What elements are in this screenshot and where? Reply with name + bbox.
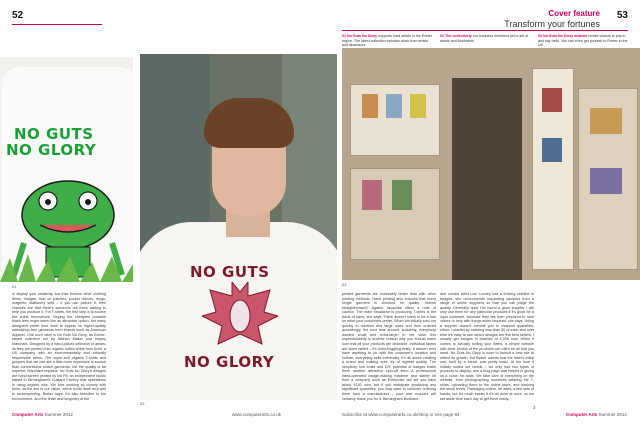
photo-label-01: 01 — [12, 284, 17, 289]
tee-text-line1: NO GUTS — [14, 125, 94, 143]
footer-right-brand: Computer Arts Summer 2012 — [566, 412, 627, 417]
photo-tshirt-green — [0, 57, 133, 282]
page-number-left: 52 — [12, 10, 24, 21]
body-column-2: printed garments are noticeably better than with other printing methods. Hand printing also ensures that every single garment is checked for quality. Seems straightforward? Agathe Jacquillat offers a note of caution. The main headache is producing T-shirts is the issue of sizes, she says. There doesn't seem to be a rule on what your customers prefer. When we initially sold our quickly in medium and large sizes and then ordered accordingly, the next time around, suddenly, everybody wanted small and extra-large! In her view, this unpredictability is another reason why you should make sure that all your products are desirable. Individual tastes are sizes varied – it's mind-boggling really. It doesn't ever have anything to do with the customer's location and culture, everything sells eventually. It's all about creating a brand and making sure it's of highest quality. The simplicity, low costs and DIY potential of badges make them another attractive spin-off item. A professional hand-operated badge-making machine and starter kit from a company such as Enterprise will set you back about £150 now, but if you anticipate producing any significant quantities, you may want to consider ordering them from a manufacturer – your arm muscles will certainly thank you for it. Birmingham illustrator — [342, 292, 436, 401]
feature-subtitle: Transform your fortunes — [504, 19, 600, 29]
body-column-1: in display your creativity, but their flowers other clothing items, badges, bow on patches, pocket mirrors, mugs, magnets, stationery sets – if you can picture it, their chances are that there's someone out there waiting to help you produce it. For T-shirts, the first step is to source the shirts themselves. Buying the cheapest possible blank tees might seem like an attractive option, but many designers prefer their work to appear on higher-quality sweatshop-free garments from brands such as American Apparel. One such label is No Guts No Glory, an Exeter-based collective run by Nathan Blaker and Hayley Marchant. Designed by a hand-picked selection of artists, its tees are printed onto organic cotton shirts from Anvil, a US company with an environmentally and ethically responsible ethos. The super-soft organic T-shirts and jumpers that we use are a little more expensive to source than conventional cotton garments, but the quality is far superior, Marchant explains. No Guts No Glory's designs are hand screen printed by Ink Pit, an independent studio based in Birmingham's Custard Factory that specialises in using organic inks. We love working so closely with them, as the link to our vision, which lends itself very well to screenprinting, Blaker says. It's also friendlier to the environment, and the finish and longevity of the — [12, 292, 106, 401]
caption-02: 02 The collectively run business members sell a set of artists and illustrators — [440, 34, 529, 43]
page-number-right: 53 — [616, 10, 628, 21]
shirt-text-line2: NO GLORY — [184, 353, 275, 371]
footer-left-brand: Computer Arts Summer 2012 — [12, 412, 73, 417]
shirt-text-line1: NO GUTS — [190, 263, 270, 281]
footer-subscribe[interactable]: Subscribe at www.computerarts.co.uk/shop or see page 84 — [342, 412, 460, 417]
header-rule-left — [12, 24, 102, 25]
caption-01: 01 No Guts No Glory supports local artists in the Exeter region. The latest collection includes stock from artists and illustrators — [342, 34, 433, 48]
tee-text-line2: NO GLORY — [6, 141, 97, 159]
bat-illustration — [202, 282, 278, 354]
photo-shop-interior — [342, 48, 640, 280]
photo-label-02: 02 — [140, 401, 145, 406]
grass-illustration — [0, 252, 133, 282]
footer-left-url[interactable]: www.computerarts.co.uk — [232, 412, 282, 417]
footer-page-small: 3 — [533, 405, 536, 410]
caption-03: 03 No Guts No Glory website invites visitors to pop in and say hello. You can even get yourself to Exeter in the UK — [538, 34, 628, 48]
feature-title: Cover feature — [548, 9, 600, 18]
photo-man-tshirt — [140, 54, 337, 400]
body-column-3: and comics artist Lizz Lunney has a thriving sideline in badges: she recommends requesting samples from a range of online suppliers so that you can judge the quality. Generally once I've found a good supplier I will only use them for any particular products if it's good for a loyal customer, because they are then prepared to rush orders or help with things when required, she says. Using a supplier doesn't commit you to massive quantities, either: I started by ordering less than 50 of each and over time it's easy to see which designs are the best sellers. I usually get badges in batches of 1,000 now. When it comes to actually selling your items, a simple website with clear photos of the products can often be all that you need. No Guts No Glory is soon to launch a new site to reflect its growth, but Blaker admits that the label's initial one, built by a friend, was pretty basic. At the time it initially suited our needs – we only had two types of products to display, and a blog page was helpful in giving us a voice, he adds. We take care of everything on the website, from photographing ourselves wearing the T-shirts, uploading them to the online store, and tracking the stock levels. Packaging orders, he adds, a few sets of hands, but it's much easier if it's all done at once, so we set aside time each day to get them ready. — [440, 292, 534, 401]
header-rule-right — [342, 30, 628, 31]
photo-label-03: 03 — [342, 282, 347, 287]
